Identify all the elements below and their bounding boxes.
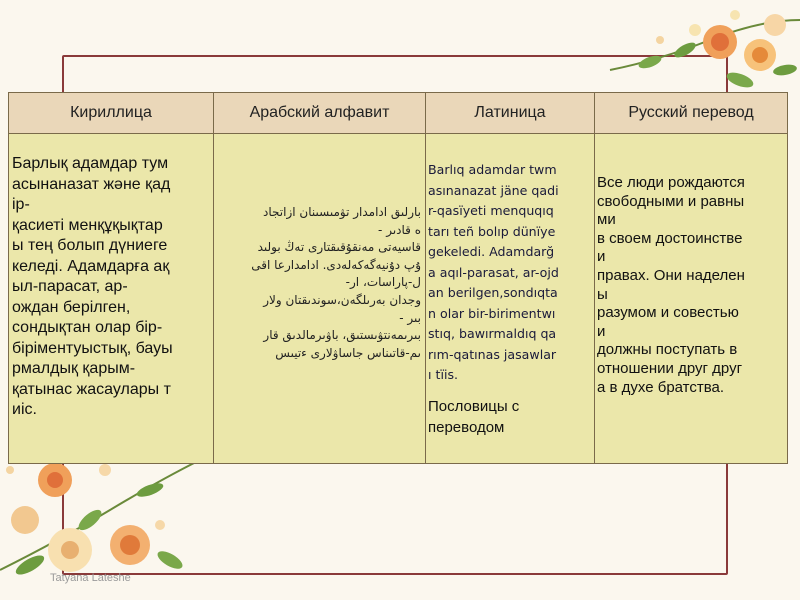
cell-russian — [595, 134, 787, 463]
cell-arabic — [214, 134, 426, 463]
header-russian: Русский перевод — [595, 93, 787, 134]
author-signature: Tatyana Lateshe — [50, 572, 131, 584]
cell-latin — [426, 134, 595, 463]
header-latin: Латиница — [426, 93, 595, 134]
cyrillic-text: Барлық адамдар тум асынаназат және қад ір- қасиеті менқұқықтар ы тең болып дүниеге келеді. Адамдарға ақ ыл-парасат, ар- ождан берілген, сондықтан олар бір- біріментуыстық, бауы рмалдық қарым- қатынас жасаулары т иіс. — [12, 155, 173, 418]
header-arabic: Арабский алфавит — [214, 93, 426, 134]
flower-decoration-icon — [600, 0, 800, 100]
alphabet-comparison-table — [8, 92, 788, 464]
header-cyrillic: Кириллица — [9, 93, 214, 134]
russian-text: Все люди рождаются свободными и равны ми в своем достоинстве и правах. Они наделен ы разумом и совестью и должны поступать в отношении друг друг а в духе братства. — [597, 174, 745, 396]
latin-text: Barlıq adamdar twm asınanazat jäne qadi r-qasïyeti menquqıq tarı teñ bolıp dünïye gekeledi. Adamdarğ a aqıl-parasat, ar-ojd an berilgen,sondıqta n olar bir-birimentwı stıq, bawırmaldıq qa rım-qatınas jasawlar ı tïis. — [428, 162, 559, 382]
proverb-label: Пословицы с переводом — [428, 398, 520, 436]
cell-cyrillic — [9, 134, 214, 463]
arabic-text: بارلىق ادامدار تۋمىسىنان ازاتجاد ە قادىر - قاسيەتى مەنقۇقىقتارى تەڭ بولىد ۇپ دۇنيەگەكەلەدى. ادامدارعا اقى ل-پاراسات، ار- وجدان بەرىلگەن،سوندىقتان ولار بىر - بىرىمەنتۋىستىق، باۋىرمالدىق قار ىم-قاتىناس جاساۋلارى ءتيىس — [251, 205, 421, 360]
